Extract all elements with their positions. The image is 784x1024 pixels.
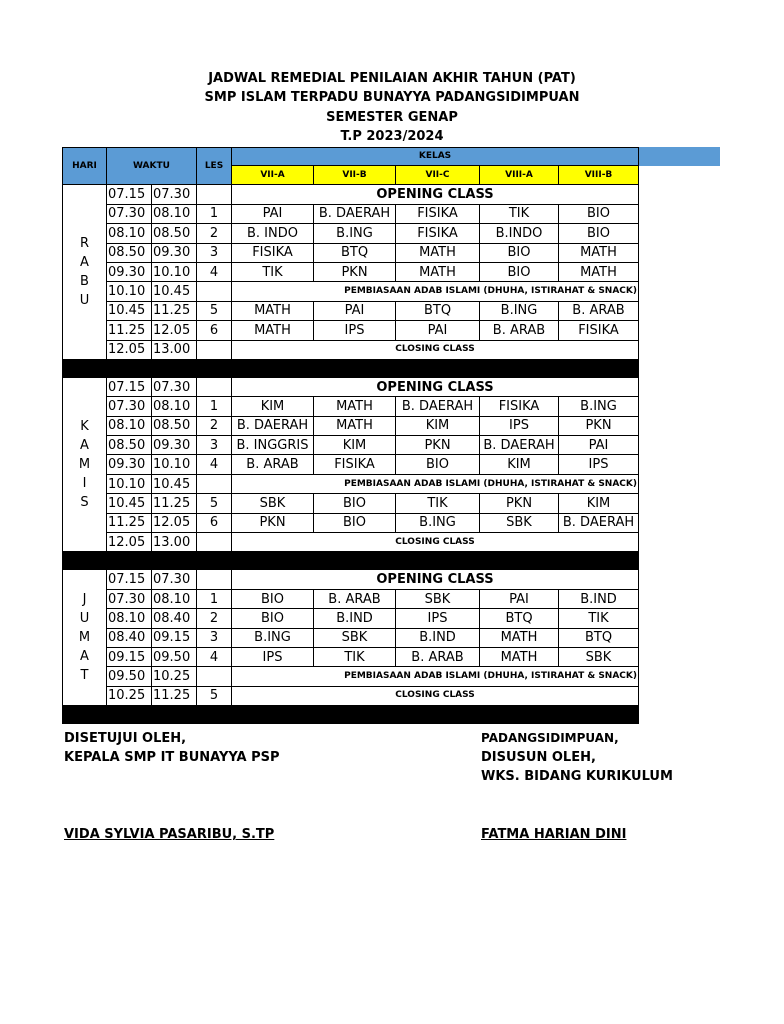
separator-bar [63, 706, 639, 724]
principal-title: KEPALA SMP IT BUNAYYA PSP [64, 750, 280, 765]
time-start: 07.15 [107, 185, 152, 204]
subject-cell: B. ARAB [559, 301, 639, 320]
subject-cell: BIO [232, 589, 314, 608]
separator-bar [63, 552, 639, 570]
subject-cell: TIK [480, 204, 559, 223]
subject-cell: BIO [480, 243, 559, 262]
curriculum-name: FATMA HARIAN DINI [481, 827, 627, 842]
subject-cell: B. DAERAH [232, 416, 314, 435]
class-header: VII-C [396, 166, 480, 185]
subject-cell: FISIKA [314, 455, 396, 474]
opening-class: OPENING CLASS [232, 185, 639, 204]
les-number: 6 [197, 321, 232, 340]
schedule-row [63, 340, 639, 359]
les-number [197, 377, 232, 396]
subject-cell: FISIKA [396, 204, 480, 223]
schedule-row [63, 262, 639, 281]
subject-cell: FISIKA [396, 224, 480, 243]
subject-cell: PAI [396, 321, 480, 340]
subject-cell: TIK [232, 262, 314, 281]
subject-cell: KIM [396, 416, 480, 435]
schedule-row [63, 416, 639, 435]
subject-cell: BTQ [480, 609, 559, 628]
class-header: VII-B [314, 166, 396, 185]
subject-cell: SBK [314, 628, 396, 647]
subject-cell: BTQ [314, 243, 396, 262]
time-start: 08.10 [107, 416, 152, 435]
subject-cell: MATH [314, 397, 396, 416]
title-line-2: SMP ISLAM TERPADU BUNAYYA PADANGSIDIMPUAN [204, 90, 580, 105]
time-start: 09.15 [107, 647, 152, 666]
day-label [63, 185, 107, 360]
subject-cell: IPS [314, 321, 396, 340]
time-start: 09.30 [107, 262, 152, 281]
subject-cell: PKN [480, 494, 559, 513]
schedule-row [63, 455, 639, 474]
subject-cell: B.INDO [480, 224, 559, 243]
time-end: 09.30 [152, 436, 197, 455]
subject-cell: BIO [396, 455, 480, 474]
time-end: 08.10 [152, 589, 197, 608]
opening-class: OPENING CLASS [232, 377, 639, 396]
time-end: 09.15 [152, 628, 197, 647]
header-les: LES [197, 148, 232, 185]
subject-cell: B. DAERAH [559, 513, 639, 532]
subject-cell: IPS [480, 416, 559, 435]
subject-cell: SBK [232, 494, 314, 513]
schedule-row [63, 570, 639, 589]
subject-cell: MATH [559, 243, 639, 262]
les-number: 5 [197, 301, 232, 320]
header-hari: HARI [63, 148, 107, 185]
schedule-row [63, 397, 639, 416]
les-number: 3 [197, 243, 232, 262]
title-line-4: T.P 2023/2024 [340, 129, 444, 144]
time-end: 12.05 [152, 321, 197, 340]
les-number: 4 [197, 647, 232, 666]
les-number: 2 [197, 416, 232, 435]
les-number: 6 [197, 513, 232, 532]
subject-cell: BTQ [559, 628, 639, 647]
time-start: 07.30 [107, 589, 152, 608]
day-label [63, 377, 107, 552]
subject-cell: PAI [480, 589, 559, 608]
subject-cell: B.IND [314, 609, 396, 628]
les-number: 3 [197, 436, 232, 455]
les-number: 4 [197, 262, 232, 281]
time-start: 07.30 [107, 204, 152, 223]
place-date: PADANGSIDIMPUAN, [481, 731, 619, 745]
subject-cell: B.IND [559, 589, 639, 608]
les-number: 1 [197, 204, 232, 223]
pembiasaan-break: PEMBIASAAN ADAB ISLAMI (DHUHA, ISTIRAHAT & SNACK) [232, 474, 639, 493]
day-letter: A [80, 649, 89, 665]
subject-cell: TIK [396, 494, 480, 513]
subject-cell: KIM [480, 455, 559, 474]
schedule-row [63, 321, 639, 340]
subject-cell: BIO [232, 609, 314, 628]
les-number: 1 [197, 589, 232, 608]
day-letter: U [79, 293, 90, 309]
time-end: 11.25 [152, 686, 197, 705]
subject-cell: PKN [396, 436, 480, 455]
subject-cell: B. ARAB [232, 455, 314, 474]
day-label [63, 570, 107, 706]
les-number [197, 533, 232, 552]
subject-cell: PAI [314, 301, 396, 320]
day-letter: M [78, 457, 91, 473]
time-start: 08.40 [107, 628, 152, 647]
day-letter: A [80, 438, 89, 454]
schedule-row [63, 628, 639, 647]
time-start: 10.10 [107, 474, 152, 493]
pembiasaan-break: PEMBIASAAN ADAB ISLAMI (DHUHA, ISTIRAHAT & SNACK) [232, 282, 639, 301]
les-number: 5 [197, 686, 232, 705]
closing-class: CLOSING CLASS [232, 340, 639, 359]
time-start: 10.10 [107, 282, 152, 301]
subject-cell: B. INDO [232, 224, 314, 243]
schedule-row [63, 513, 639, 532]
curriculum-title: WKS. BIDANG KURIKULUM [481, 769, 673, 784]
time-start: 09.50 [107, 667, 152, 686]
subject-cell: SBK [396, 589, 480, 608]
schedule-row [63, 589, 639, 608]
les-number: 3 [197, 628, 232, 647]
class-header: VIII-B [559, 166, 639, 185]
subject-cell: MATH [396, 243, 480, 262]
subject-cell: KIM [232, 397, 314, 416]
separator-bar [63, 359, 639, 377]
time-end: 11.25 [152, 301, 197, 320]
subject-cell: IPS [559, 455, 639, 474]
header-waktu: WAKTU [107, 148, 197, 185]
time-start: 12.05 [107, 340, 152, 359]
time-end: 08.10 [152, 397, 197, 416]
time-end: 09.50 [152, 647, 197, 666]
subject-cell: BIO [559, 204, 639, 223]
title-line-3: SEMESTER GENAP [326, 110, 458, 125]
class-header: VIII-A [480, 166, 559, 185]
time-end: 07.30 [152, 570, 197, 589]
schedule-row [63, 494, 639, 513]
subject-cell: B. DAERAH [314, 204, 396, 223]
header-row [63, 148, 639, 166]
schedule-table [62, 147, 639, 724]
subject-cell: MATH [480, 647, 559, 666]
schedule-row [63, 185, 639, 204]
time-end: 07.30 [152, 377, 197, 396]
les-number: 1 [197, 397, 232, 416]
time-start: 10.25 [107, 686, 152, 705]
subject-cell: SBK [480, 513, 559, 532]
header-kelas: KELAS [232, 148, 639, 166]
subject-cell: B. INGGRIS [232, 436, 314, 455]
time-end: 11.25 [152, 494, 197, 513]
les-number: 2 [197, 609, 232, 628]
subject-cell: KIM [559, 494, 639, 513]
time-start: 08.50 [107, 436, 152, 455]
time-end: 10.10 [152, 262, 197, 281]
schedule-row [63, 667, 639, 686]
time-start: 11.25 [107, 513, 152, 532]
les-number [197, 185, 232, 204]
schedule-row [63, 243, 639, 262]
subject-cell: MATH [314, 416, 396, 435]
time-start: 10.45 [107, 494, 152, 513]
time-start: 07.30 [107, 397, 152, 416]
time-end: 07.30 [152, 185, 197, 204]
subject-cell: BIO [314, 494, 396, 513]
subject-cell: B.ING [559, 397, 639, 416]
subject-cell: MATH [480, 628, 559, 647]
subject-cell: BIO [314, 513, 396, 532]
les-number [197, 340, 232, 359]
subject-cell: B. ARAB [396, 647, 480, 666]
subject-cell: PAI [232, 204, 314, 223]
subject-cell: FISIKA [232, 243, 314, 262]
schedule-row [63, 474, 639, 493]
pembiasaan-break: PEMBIASAAN ADAB ISLAMI (DHUHA, ISTIRAHAT & SNACK) [232, 667, 639, 686]
time-end: 10.10 [152, 455, 197, 474]
day-letter: K [80, 419, 89, 435]
time-start: 07.15 [107, 377, 152, 396]
class-header: VII-A [232, 166, 314, 185]
title-line-1: JADWAL REMEDIAL PENILAIAN AKHIR TAHUN (PAT) [208, 71, 576, 86]
subject-cell: B. DAERAH [396, 397, 480, 416]
time-end: 09.30 [152, 243, 197, 262]
les-number [197, 570, 232, 589]
day-letter: S [80, 495, 89, 511]
subject-cell: MATH [232, 301, 314, 320]
subject-cell: B.ING [396, 513, 480, 532]
subject-cell: MATH [396, 262, 480, 281]
subject-cell: MATH [559, 262, 639, 281]
day-separator [63, 552, 639, 570]
schedule-row [63, 647, 639, 666]
day-letter: U [79, 611, 90, 627]
subject-cell: B. DAERAH [480, 436, 559, 455]
time-end: 08.10 [152, 204, 197, 223]
les-number: 4 [197, 455, 232, 474]
day-letter: A [80, 255, 89, 271]
principal-name: VIDA SYLVIA PASARIBU, S.TP [64, 827, 275, 842]
time-start: 10.45 [107, 301, 152, 320]
subject-cell: B. ARAB [314, 589, 396, 608]
time-start: 09.30 [107, 455, 152, 474]
time-end: 10.45 [152, 474, 197, 493]
day-letter: J [82, 592, 87, 608]
time-end: 13.00 [152, 533, 197, 552]
les-number: 5 [197, 494, 232, 513]
subject-cell: FISIKA [480, 397, 559, 416]
time-start: 08.50 [107, 243, 152, 262]
day-letter: T [80, 668, 89, 684]
time-end: 08.40 [152, 609, 197, 628]
subject-cell: TIK [314, 647, 396, 666]
subject-cell: FISIKA [559, 321, 639, 340]
time-end: 10.45 [152, 282, 197, 301]
closing-class: CLOSING CLASS [232, 686, 639, 705]
time-end: 08.50 [152, 416, 197, 435]
schedule-row [63, 282, 639, 301]
day-letter: B [80, 274, 89, 290]
subject-cell: B.IND [396, 628, 480, 647]
subject-cell: PKN [314, 262, 396, 281]
day-letter: R [79, 236, 90, 252]
subject-cell: B.ING [232, 628, 314, 647]
schedule-row [63, 686, 639, 705]
time-start: 07.15 [107, 570, 152, 589]
les-number [197, 474, 232, 493]
subject-cell: BIO [559, 224, 639, 243]
time-end: 10.25 [152, 667, 197, 686]
day-separator [63, 706, 639, 724]
day-letter: I [82, 476, 87, 492]
time-end: 08.50 [152, 224, 197, 243]
schedule-row [63, 204, 639, 223]
les-number [197, 667, 232, 686]
subject-cell: MATH [232, 321, 314, 340]
subject-cell: IPS [232, 647, 314, 666]
les-number: 2 [197, 224, 232, 243]
time-start: 12.05 [107, 533, 152, 552]
closing-class: CLOSING CLASS [232, 533, 639, 552]
prepared-by-label: DISUSUN OLEH, [481, 750, 596, 765]
schedule-row [63, 377, 639, 396]
subject-cell: TIK [559, 609, 639, 628]
subject-cell: B.ING [314, 224, 396, 243]
time-start: 08.10 [107, 609, 152, 628]
subject-cell: PKN [559, 416, 639, 435]
schedule-row [63, 533, 639, 552]
schedule-row [63, 301, 639, 320]
schedule-row [63, 609, 639, 628]
subject-cell: KIM [314, 436, 396, 455]
approved-by-label: DISETUJUI OLEH, [64, 731, 187, 746]
subject-cell: IPS [396, 609, 480, 628]
subject-cell: SBK [559, 647, 639, 666]
subject-cell: BIO [480, 262, 559, 281]
opening-class: OPENING CLASS [232, 570, 639, 589]
schedule-row [63, 224, 639, 243]
time-end: 13.00 [152, 340, 197, 359]
subject-cell: PAI [559, 436, 639, 455]
subject-cell: PKN [232, 513, 314, 532]
day-separator [63, 359, 639, 377]
time-start: 11.25 [107, 321, 152, 340]
day-letter: M [78, 630, 91, 646]
kelas-header-extension [639, 147, 720, 166]
schedule-row [63, 436, 639, 455]
subject-cell: B. ARAB [480, 321, 559, 340]
time-end: 12.05 [152, 513, 197, 532]
subject-cell: B.ING [480, 301, 559, 320]
subject-cell: BTQ [396, 301, 480, 320]
les-number [197, 282, 232, 301]
time-start: 08.10 [107, 224, 152, 243]
